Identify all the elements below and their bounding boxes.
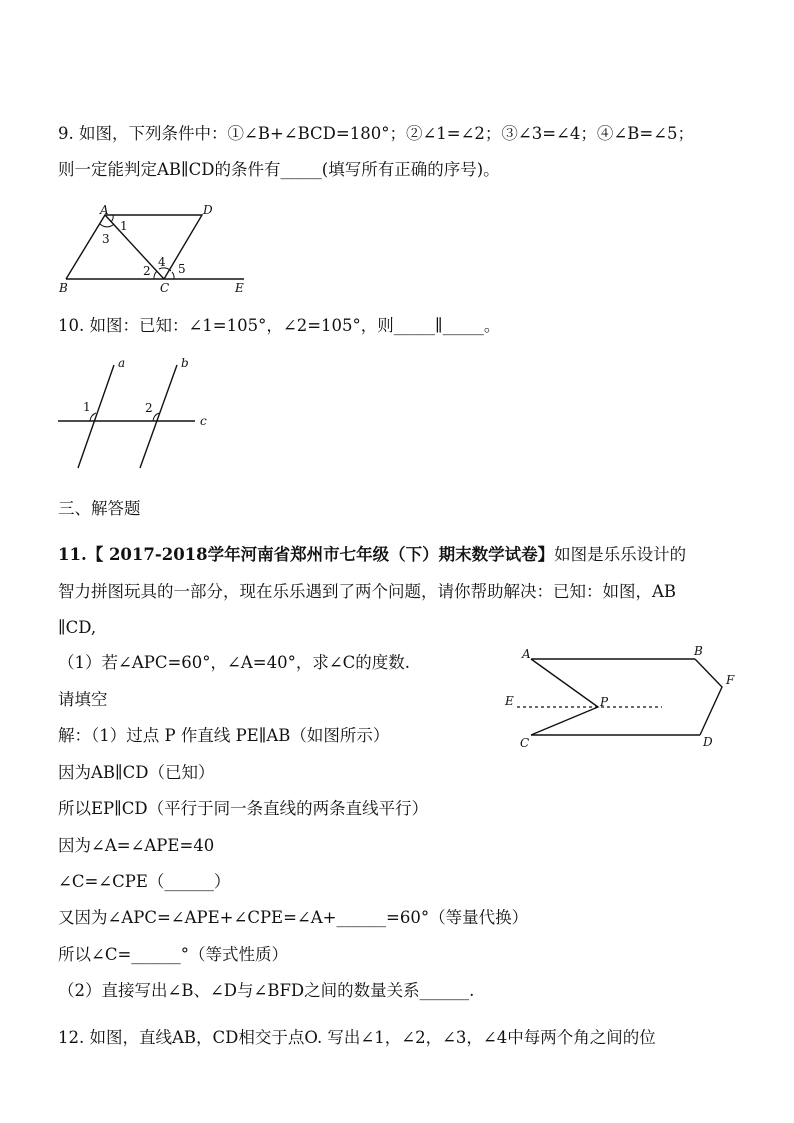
q9-label-A: A [100, 203, 109, 217]
q11-label-D: D [703, 735, 713, 749]
q11-sol7: 所以∠C=______°（等式性质） [58, 945, 289, 964]
q11-line2: 智力拼图玩具的一部分，现在乐乐遇到了两个问题，请你帮助解决：已知：如图，AB [58, 582, 677, 601]
q10-label-c: c [200, 414, 207, 428]
q9-line2: 则一定能判定AB∥CD的条件有_____(填写所有正确的序号)。 [58, 160, 500, 179]
q11-source: 11.【 2017-2018学年河南省郑州市七年级（下）期末数学试卷】 [58, 545, 555, 564]
q10-label-1: 1 [83, 400, 91, 414]
q11-label-E: E [505, 694, 514, 708]
q11-sol2: 因为AB∥CD（已知） [58, 763, 215, 782]
q10-label-a: a [118, 356, 126, 370]
q11-part2: （2）直接写出∠B、∠D与∠BFD之间的数量关系______. [58, 981, 475, 1000]
q11-label-C: C [520, 736, 530, 750]
q11-label-F: F [726, 673, 735, 687]
q9-label-2: 2 [143, 264, 151, 278]
q12-line1: 12. 如图，直线AB，CD相交于点O. 写出∠1，∠2，∠3，∠4中每两个角之间的位 [58, 1028, 656, 1047]
q9-label-E: E [235, 281, 244, 295]
q11-label-A: A [522, 647, 531, 661]
q9-label-4: 4 [158, 255, 166, 269]
q11-label-B: B [694, 644, 703, 658]
section3-title: 三、解答题 [58, 499, 141, 518]
q11-part1: （1）若∠APC=60°，∠A=40°，求∠C的度数. [58, 653, 411, 672]
q9-label-B: B [59, 281, 68, 295]
q9-label-1: 1 [120, 219, 128, 233]
q11-sol5: ∠C=∠CPE（______） [58, 872, 231, 891]
q10-line1: 10. 如图：已知：∠1=105°，∠2=105°，则_____∥_____。 [58, 316, 501, 335]
q11-label-P: P [600, 695, 609, 709]
q11-fill-prompt: 请填空 [58, 690, 108, 709]
q11-line1-rest: 如图是乐乐设计的 [554, 545, 687, 564]
q10-label-b: b [181, 356, 189, 370]
q11-sol3: 所以EP∥CD（平行于同一条直线的两条直线平行） [58, 799, 429, 818]
q9-label-5: 5 [178, 262, 186, 276]
q9-figure [50, 200, 260, 295]
q11-sol1: 解：（1）过点 P 作直线 PE∥AB（如图所示） [58, 726, 390, 745]
q11-sol4: 因为∠A=∠APE=40 [58, 836, 215, 855]
q11-sol6: 又因为∠APC=∠APE+∠CPE=∠A+______=60°（等量代换） [58, 908, 529, 927]
q11-figure [500, 640, 750, 755]
q10-figure [50, 355, 220, 480]
q9-label-C: C [160, 281, 170, 295]
q9-label-D: D [203, 203, 213, 217]
q11-line1 [58, 544, 686, 566]
q11-line3: ∥CD, [58, 618, 97, 637]
q9-label-3: 3 [102, 232, 110, 246]
q9-line1: 9. 如图，下列条件中：①∠B+∠BCD=180°；②∠1=∠2；③∠3=∠4；④∠B=∠5； [58, 124, 694, 143]
q10-label-2: 2 [145, 401, 153, 415]
